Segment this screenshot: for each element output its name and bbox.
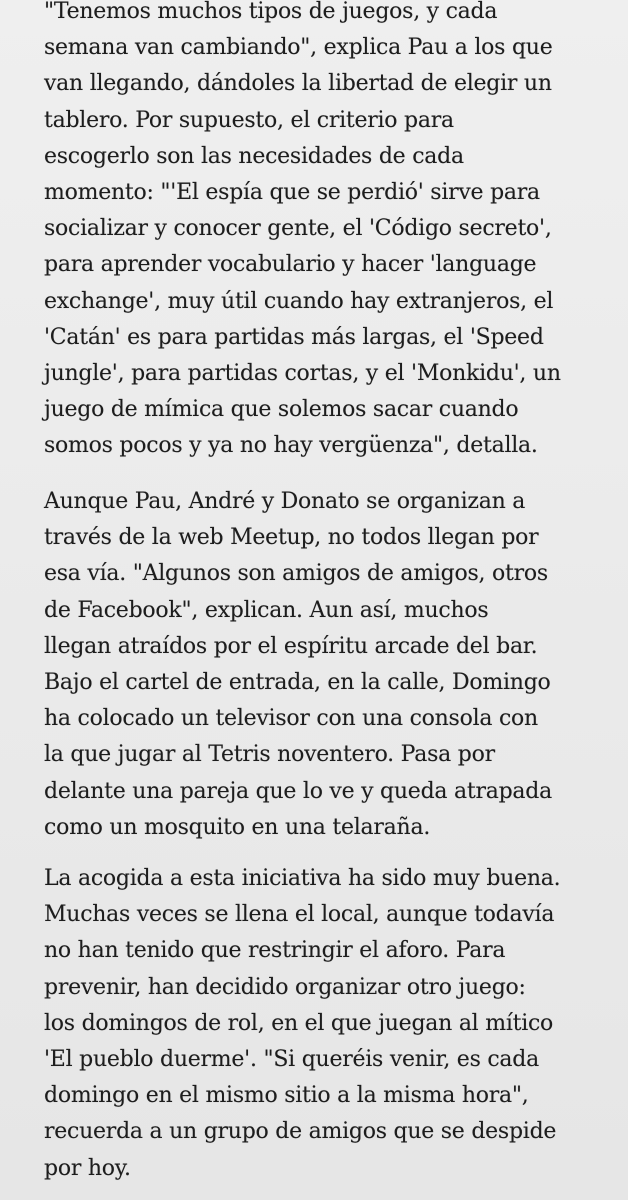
text-line: juego de mímica que solemos sacar cuando: [44, 397, 519, 423]
text-line: recuerda a un grupo de amigos que se despide: [44, 1119, 557, 1145]
text-line: escogerlo son las necesidades de cada: [44, 143, 464, 169]
text-line: Aunque Pau, André y Donato se organizan a: [44, 489, 526, 514]
text-line: esa vía. "Algunos son amigos de amigos, otros: [44, 561, 548, 587]
text-line: tablero. Por supuesto, el criterio para: [44, 107, 454, 133]
text-line: "Tenemos muchos tipos de juegos, y cada: [44, 0, 498, 24]
text-line: van llegando, dándoles la libertad de elegir un: [44, 71, 552, 97]
text-line: 'El pueblo duerme'. "Si queréis venir, es cada: [44, 1047, 539, 1073]
text-line: la que jugar al Tetris noventero. Pasa por: [44, 742, 495, 768]
text-line: socializar y conocer gente, el 'Código secreto',: [44, 216, 552, 242]
text-line: los domingos de rol, en el que juegan al mítico: [44, 1010, 554, 1036]
text-line: somos pocos y ya no hay vergüenza", detalla.: [44, 433, 538, 459]
paragraph-reception: [44, 861, 560, 1187]
text-line: ha colocado un televisor con una consola con: [44, 706, 538, 732]
paragraph-game-types: [44, 0, 561, 465]
text-line: llegan atraídos por el espíritu arcade del bar.: [44, 633, 538, 659]
text-line: para aprender vocabulario y hacer 'language: [44, 252, 537, 278]
text-line: Bajo el cartel de entrada, en la calle, Domingo: [44, 670, 551, 696]
text-line: jungle', para partidas cortas, y el 'Monkidu', un: [44, 361, 561, 387]
text-line: de Facebook", explican. Aun así, muchos: [44, 597, 489, 623]
text-line: momento: "'El espía que se perdió' sirve para: [44, 180, 540, 206]
text-line: no han tenido que restringir el aforo. Para: [44, 938, 506, 964]
paragraph-meetup: [44, 484, 552, 846]
text-line: prevenir, han decidido organizar otro juego:: [44, 974, 526, 1000]
text-line: delante una pareja que lo ve y queda atrapada: [44, 778, 552, 804]
text-line: través de la web Meetup, no todos llegan por: [44, 525, 539, 551]
text-line: exchange', muy útil cuando hay extranjeros, el: [44, 288, 554, 314]
text-line: La acogida a esta iniciativa ha sido muy buena.: [44, 866, 561, 891]
text-line: domingo en el mismo sitio a la misma hora",: [44, 1083, 529, 1109]
text-line: Muchas veces se llena el local, aunque todavía: [44, 902, 555, 928]
text-line: 'Catán' es para partidas más largas, el 'Speed: [44, 324, 544, 350]
text-line: semana van cambiando", explica Pau a los que: [44, 35, 553, 61]
text-line: por hoy.: [44, 1155, 131, 1181]
text-line: como un mosquito en una telaraña.: [44, 814, 431, 840]
